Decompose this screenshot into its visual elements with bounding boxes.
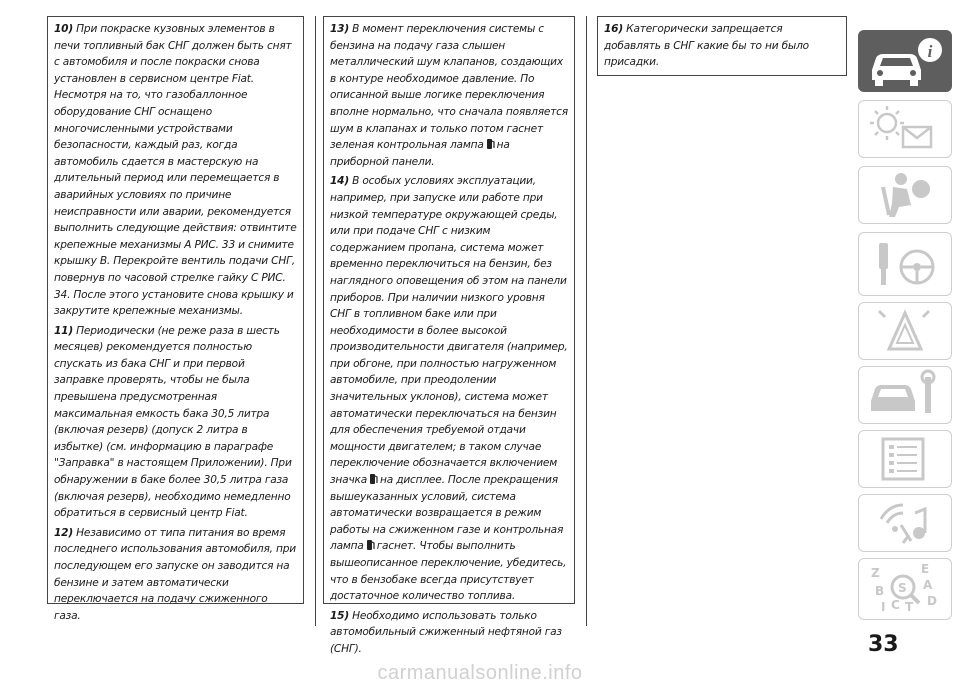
note-text: Независимо от типа питания во время последнего использования автомобиля, при последующем его запуске он заводится на бензине и затем автоматически переключается на подачу сжиженного газа. — [54, 526, 296, 622]
tab-car-service[interactable] — [858, 366, 952, 424]
airbag-seat-icon — [859, 167, 950, 222]
note-16 — [604, 21, 840, 71]
index-letter: D — [927, 594, 937, 608]
multimedia-icon — [859, 495, 950, 550]
note-number: 10) — [54, 23, 73, 35]
tab-key-steering[interactable] — [858, 232, 952, 296]
note-number: 13) — [330, 23, 349, 35]
page-number: 33 — [868, 632, 899, 657]
notes-column-2 — [323, 16, 575, 655]
warning-lights-icon — [859, 101, 950, 156]
car-info-icon — [858, 30, 952, 92]
index-letter: Z — [871, 566, 880, 580]
tab-warning-lights[interactable] — [858, 100, 952, 158]
notes-column-1 — [47, 16, 304, 622]
index-letter: A — [923, 578, 933, 592]
notes-column-3 — [597, 16, 847, 76]
watermark: carmanualsonline.info — [377, 662, 583, 684]
index-letter: S — [898, 581, 907, 595]
note-number: 15) — [330, 609, 349, 622]
svg-text:i: i — [927, 42, 933, 61]
tab-index[interactable] — [858, 558, 952, 620]
note-14 — [330, 173, 568, 604]
note-13 — [330, 21, 568, 170]
note-12 — [54, 525, 297, 625]
specifications-list-icon — [859, 431, 950, 486]
index-letter: I — [881, 600, 886, 614]
tab-airbag-seat[interactable] — [858, 166, 952, 224]
note-text: В особых условиях эксплуатации, например, при запуске или работе при низкой температуре окружающей среды, или при подаче СНГ с низким содержанием пропана, система может временно переключиться на бензин, без наглядного оповещения об этом на панели приборов. При наличии низкого уровня СНГ в топливном баке или при необходимости в более высокой производительности двигателя (например, при обгоне, при полностью нагруженном автомобиле, при преодолении значительных уклонов), система может автоматически переключаться на бензин для обеспечения требуемой отдачи мощности двигателем; в таком случае переключение обозначается включением значка — [330, 175, 568, 487]
index-letter: T — [905, 600, 914, 614]
note-text: Периодически (не реже раза в шесть месяцев) рекомендуется полностью спускать из бака СНГ и при первой заправке проверять, чтобы не была превышена предусмотренная максимальная емкость бака 30,5 литра (включая резерв) (допуск 2 литра в избытке) (см. информацию в параграфе "Заправка" в настоящем Приложении). При обнаружении в баке более 30,5 литра газа (включая резерв), необходимо немедленно обратиться в сервисный центр Fiat. — [54, 324, 292, 520]
note-text: При покраске кузовных элементов в печи топливный бак СНГ должен быть снят с автомобиля и после покраски снова установлен в сервисном центре Fiat. Несмотря на то, что газобаллонное оборудование СНГ оснащено многочисленными устройствами безопасности, каждый раз, когда автомобиль сдается в мастерскую на длительный период или перемещается в аварийных условиях по причине неисправности или аварии, рекомендуется выполнить следующие действия: отвинтите крепежные механизмы А РИС. 33 и снимите крышку B. Перекройте вентиль подачи СНГ, повернув по часовой стрелке гайку C РИС. 34. После этого установите снова крышку и закрутите крепежные механизмы. — [54, 23, 297, 318]
note-15 — [330, 608, 568, 658]
key-steering-icon — [859, 233, 950, 294]
note-11 — [54, 323, 297, 522]
lpg-lamp-icon — [486, 138, 495, 150]
note-text: Необходимо использовать только автомобильный сжиженный нефтяной газ (СНГ). — [330, 609, 562, 655]
note-number: 16) — [604, 23, 623, 35]
petrol-icon — [369, 473, 378, 485]
tab-car-info[interactable] — [858, 30, 952, 92]
car-service-icon — [859, 367, 950, 422]
note-number: 12) — [54, 526, 73, 539]
note-number: 14) — [330, 175, 349, 188]
note-text: Категорически запрещается добавлять в СНГ какие бы то ни было присадки. — [604, 23, 809, 69]
note-10 — [54, 21, 297, 320]
warning-triangle-icon — [859, 303, 950, 358]
index-letters-icon — [859, 559, 950, 618]
column-divider — [586, 16, 587, 626]
index-letter: C — [891, 598, 900, 612]
column-divider — [315, 16, 316, 626]
note-text: В момент переключения системы с бензина на подачу газа слышен металлический шум клапанов, создающих в контуре необходимое давление. По описанной выше логике переключения вполне нормально, что сначала появляется шум в клапанах и только потом гаснет зеленая контрольная лампа — [330, 23, 568, 152]
index-letter: B — [875, 584, 885, 598]
note-text: на приборной панели. — [330, 139, 510, 168]
note-text: на дисплее. После прекращения вышеуказанных условий, система автоматически возвращается в режим работы на сжиженном газе и контрольная лампа — [330, 474, 564, 553]
index-letter: E — [921, 562, 930, 576]
tab-emergency[interactable] — [858, 302, 952, 360]
tab-specifications[interactable] — [858, 430, 952, 488]
note-number: 11) — [54, 324, 73, 337]
lpg-lamp-icon — [366, 539, 375, 551]
tab-multimedia[interactable] — [858, 494, 952, 552]
note-text: гаснет. Чтобы выполнить вышеописанное переключение, убедитесь, что в бензобаке всегда присутствует достаточное количество топлива. — [330, 540, 567, 603]
